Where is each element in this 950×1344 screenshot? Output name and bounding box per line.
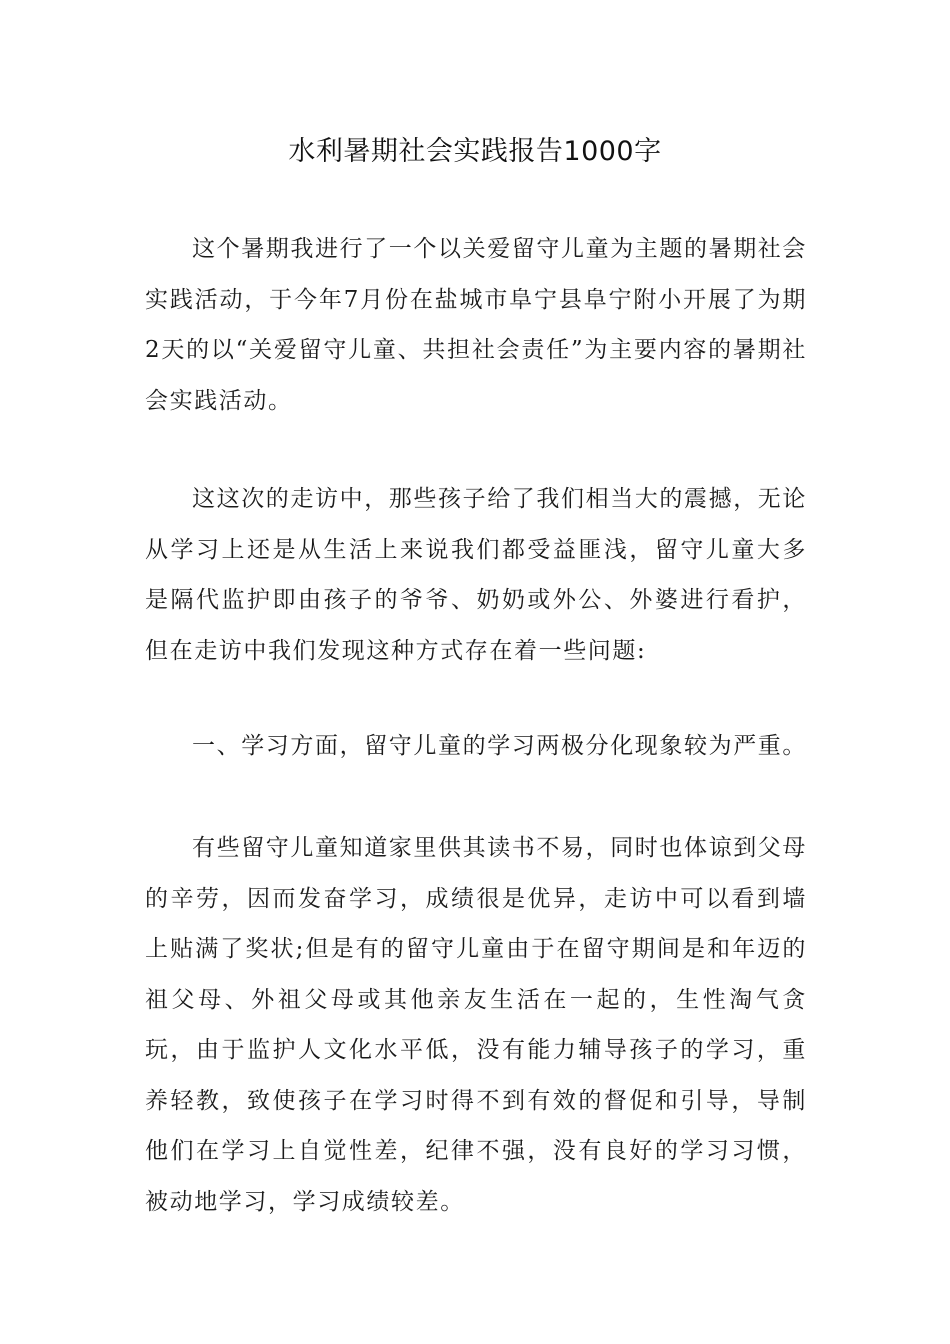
paragraph-section-heading: 一、学习方面，留守儿童的学习两极分化现象较为严重。	[192, 733, 807, 759]
paragraph-intro: 这个暑期我进行了一个以关爱留守儿童为主题的暑期社会实践活动，于今年7月份在盐城市阜宁县阜宁附小开展了为期2天的以“关爱留守儿童、共担社会责任”为主要内容的暑期社会实践活动。	[145, 236, 807, 414]
paragraph-study: 有些留守儿童知道家里供其读书不易，同时也体谅到父母的辛劳，因而发奋学习，成绩很是优异，走访中可以看到墙上贴满了奖状;但是有的留守儿童由于在留守期间是和年迈的祖父母、外祖父母或其他亲友生活在一起的，生性淘气贪玩，由于监护人文化水平低，没有能力辅导孩子的学习，重养轻教，致使孩子在学习时得不到有效的督促和引导，导制他们在学习上自觉性差，纪律不强，没有良好的学习习惯，被动地学习，学习成绩较差。	[145, 835, 807, 1215]
document-title: 水利暑期社会实践报告1000字	[288, 136, 662, 167]
paragraph-visit: 这这次的走访中，那些孩子给了我们相当大的震撼，无论从学习上还是从生活上来说我们都受益匪浅，留守儿童大多是隔代监护即由孩子的爷爷、奶奶或外公、外婆进行看护，但在走访中我们发现这种方式存在着一些问题:	[145, 486, 807, 664]
